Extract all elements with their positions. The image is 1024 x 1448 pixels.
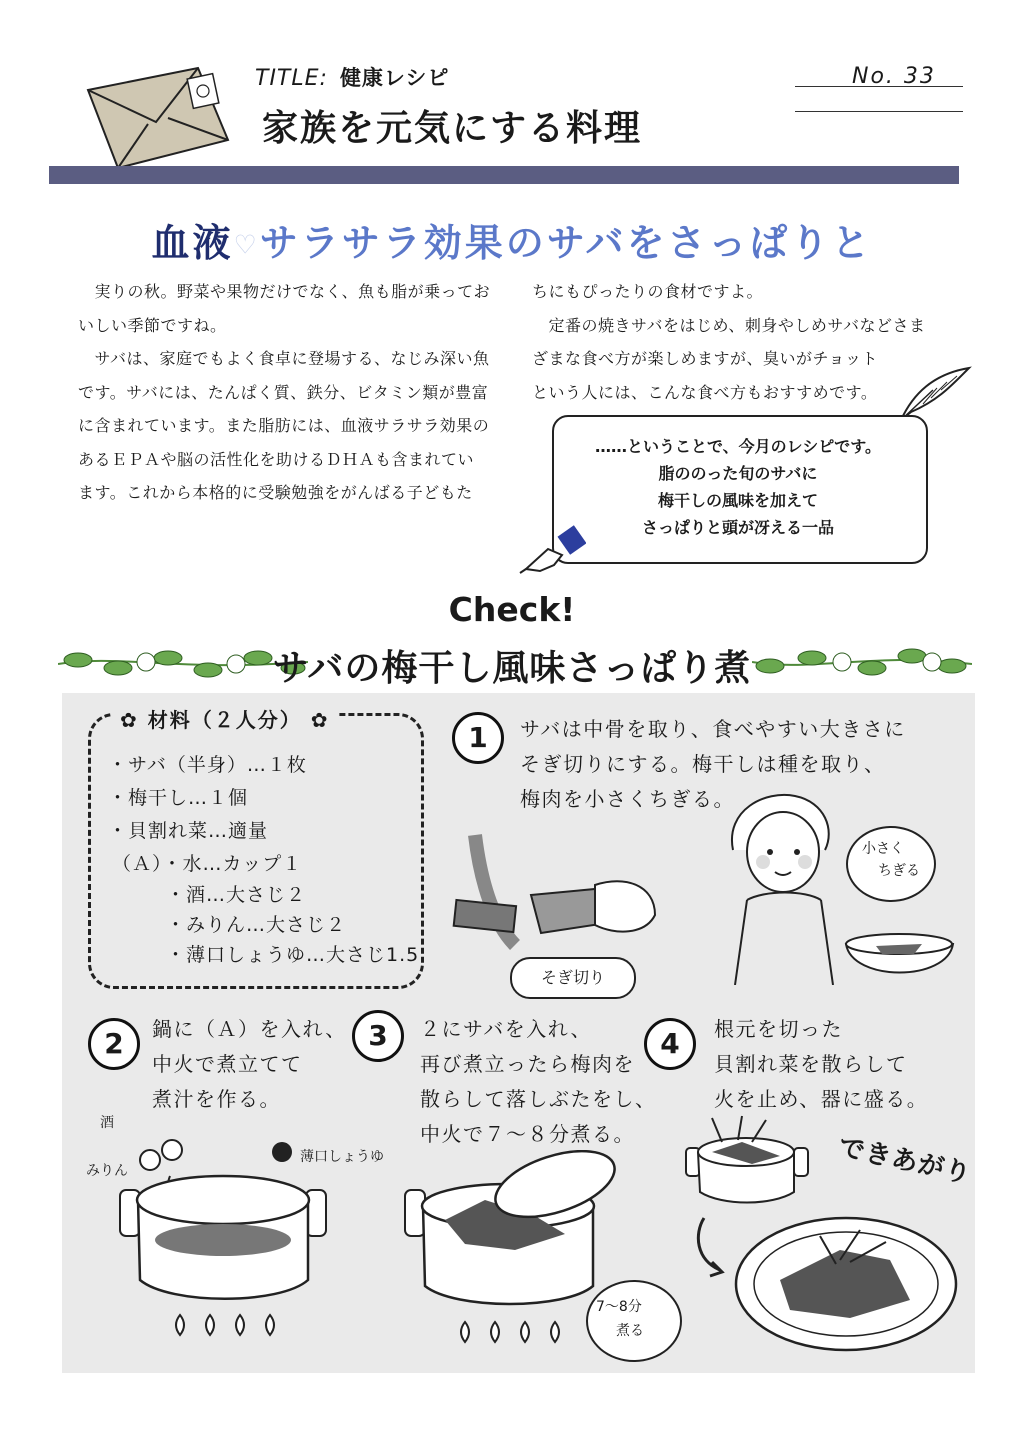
chigiru-label-1: 小さく bbox=[862, 841, 904, 857]
small-pot-illustration bbox=[682, 1112, 812, 1207]
step-line: 再び煮立ったら梅肉を bbox=[420, 1052, 635, 1076]
leaf-vine-icon-right bbox=[752, 644, 972, 680]
title-prefix: TITLE: bbox=[255, 66, 328, 91]
intro-line: という人には、こんな食べ方もおすすめです。 bbox=[532, 382, 878, 402]
step-1-text bbox=[520, 712, 906, 817]
intro-line: ます。これから本格的に受験勉強をがんばる子どもた bbox=[78, 483, 473, 502]
ingredient-item: ・薄口しょうゆ…大さじ1.5 bbox=[166, 944, 420, 966]
flower-icon: ✿ bbox=[120, 708, 139, 732]
step-3-text bbox=[420, 1012, 657, 1152]
cook-time-label-1: 7～8分 bbox=[596, 1299, 642, 1315]
step-line: 根元を切った bbox=[714, 1017, 843, 1041]
step-4-text bbox=[714, 1012, 928, 1117]
intro-line: ちにもぴったりの食材ですよ。 bbox=[532, 282, 764, 301]
check-label: Check! bbox=[448, 590, 576, 629]
intro-line: 定番の焼きサバをはじめ、刺身やしめサバなどさま bbox=[532, 315, 926, 335]
intro-line: に含まれています。また脂肪には、血液サラサラ効果の bbox=[78, 416, 490, 435]
intro-line: です。サバには、たんぱく質、鉄分、ビタミン類が豊富 bbox=[78, 382, 489, 402]
sake-label: 酒 bbox=[100, 1115, 114, 1131]
step-line: 中火で７～８分煮る。 bbox=[420, 1122, 635, 1146]
headline bbox=[0, 212, 1024, 267]
step-2-text bbox=[152, 1012, 347, 1117]
ingredient-item: ・酒…大さじ２ bbox=[166, 884, 307, 906]
intro-line: 実りの秋。野菜や果物だけでなく、魚も脂が乗ってお bbox=[78, 282, 491, 301]
intro-line: あるＥＰＡや脳の活性化を助けるＤＨＡも含まれてい bbox=[78, 449, 475, 469]
callout-line: 梅干しの風味を加えて bbox=[657, 491, 818, 510]
step-line: 中火で煮立てて bbox=[152, 1052, 303, 1076]
step-line: 鍋に（Ａ）を入れ、 bbox=[152, 1017, 347, 1041]
header-bar bbox=[49, 166, 959, 184]
ingredients-heading bbox=[112, 704, 337, 733]
intro-line: ざまな食べ方が楽しめますが、臭いがチョット bbox=[532, 349, 879, 368]
recipe-title: サバの梅干し風味さっぱり煮 bbox=[272, 648, 752, 689]
step-line: そぎ切りにする。梅干しは種を取り、 bbox=[520, 752, 886, 776]
callout-line: 脂ののった旬のサバに bbox=[658, 464, 818, 483]
title-tag: 健康レシピ bbox=[339, 66, 450, 90]
ingredient-item: ・みりん…大さじ２ bbox=[166, 914, 347, 936]
pot-with-broth-illustration bbox=[110, 1130, 340, 1345]
issue-rule bbox=[795, 86, 963, 87]
headline-part-1: 血液 bbox=[151, 221, 234, 265]
page-title: 家族を元気にする料理 bbox=[262, 108, 643, 149]
ingredient-item: ・梅干し…１個 bbox=[108, 787, 249, 809]
cook-time-label-2: 煮る bbox=[616, 1323, 644, 1339]
headline-part-2: サラサラ効果のサバをさっぱりと bbox=[259, 221, 873, 265]
step-line: 火を止め、器に盛る。 bbox=[714, 1087, 929, 1111]
dekiagari-label: できあがり bbox=[835, 1132, 975, 1190]
fish-slicing-illustration bbox=[445, 825, 665, 955]
intro-line: サバは、家庭でもよく食卓に登場する、なじみ深い魚 bbox=[78, 349, 490, 368]
usukuchi-label: 薄口しょうゆ bbox=[300, 1149, 384, 1165]
callout-line: ……ということで、今月のレシピです。 bbox=[594, 437, 881, 456]
step-line: サバは中骨を取り、食べやすい大きさに bbox=[520, 717, 906, 741]
finished-dish-illustration bbox=[690, 1200, 970, 1360]
step-line: 梅肉を小さくちぎる。 bbox=[520, 787, 735, 811]
ingredient-item: ・貝割れ菜…適量 bbox=[108, 820, 269, 842]
issue-number: No. 33 bbox=[852, 64, 936, 89]
heart-icon: ♡ bbox=[233, 230, 260, 261]
bowl-illustration bbox=[842, 930, 957, 985]
flower-icon: ✿ bbox=[310, 708, 330, 732]
step-line: 散らして落しぶたをし、 bbox=[420, 1087, 657, 1111]
issue-rule-lower bbox=[795, 111, 963, 112]
step-line: 貝割れ菜を散らして bbox=[714, 1052, 908, 1076]
step-number: 4 bbox=[644, 1018, 696, 1070]
mirin-label: みりん bbox=[86, 1163, 128, 1179]
intro-left-column bbox=[78, 275, 498, 510]
step-line: 煮汁を作る。 bbox=[152, 1087, 281, 1111]
sogigiri-bubble: そぎ切り bbox=[510, 957, 636, 999]
pointing-hand-icon bbox=[518, 525, 586, 575]
step-line: ２にサバを入れ、 bbox=[420, 1017, 592, 1041]
step-number: 2 bbox=[88, 1018, 140, 1070]
callout-line: さっぱりと頭が冴える一品 bbox=[641, 518, 834, 537]
woman-illustration bbox=[725, 790, 845, 985]
intro-line: いしい季節ですね。 bbox=[78, 315, 227, 335]
step-number: 3 bbox=[352, 1010, 404, 1062]
step-number: 1 bbox=[452, 712, 504, 764]
ingredient-item: ・サバ（半身）…１枚 bbox=[108, 754, 307, 776]
title-label bbox=[255, 62, 449, 92]
intro-right-column bbox=[532, 275, 952, 409]
ingredients-heading-text: 材料（２人分） bbox=[147, 708, 302, 732]
chigiru-label-2: ちぎる bbox=[878, 863, 920, 879]
ingredient-item: （Ａ）・水…カップ１ bbox=[112, 853, 303, 875]
envelope-icon bbox=[78, 60, 238, 175]
callout-text bbox=[552, 433, 924, 541]
